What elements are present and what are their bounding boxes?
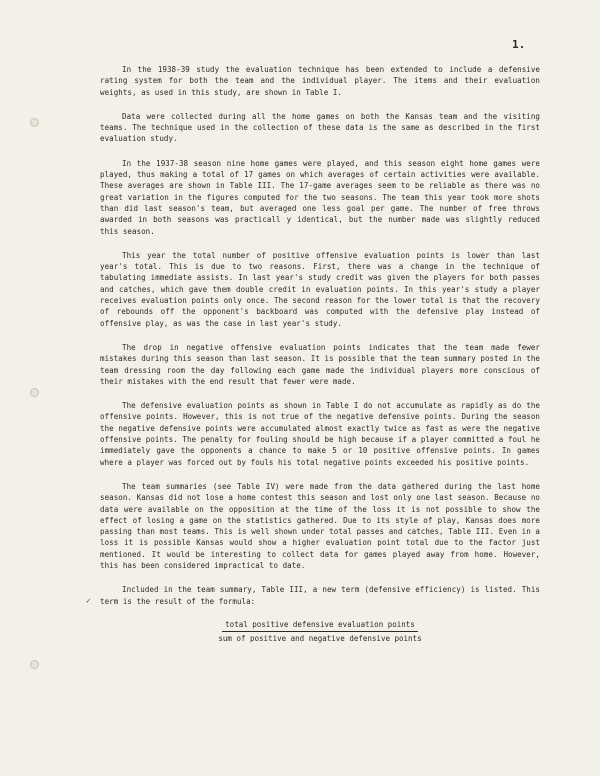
paragraph-intro: In the 1938-39 study the evaluation technique has been extended to include a defensive rating system for both the team and the individual player. The items and their evaluation weights, as used in this study, are shown in Table I. bbox=[100, 65, 540, 97]
paragraph-team-summaries: The team summaries (see Table IV) were made from the data gathered during the last home season. Kansas did not lose a home contest this season and lost only one last season. Because no data were available on the opposition at the time of the loss it is not possible to show the effect of losing a game on the statistics gathered. Due to its style of play, Kansas does more passing than most teams. This is well shown under total passes and catches, Table III. Even in a loss it is possible Kansas would show a higher evaluation point total due to the factor just mentioned. It would be interesting to collect data for games played away from home. However, this has been considered impractical to date. bbox=[100, 481, 540, 570]
formula-denominator: sum of positive and negative defensive points bbox=[218, 633, 422, 643]
paragraph-defensive-points: The defensive evaluation points as shown in Table I do not accumulate as rapidly as do the offensive points. However, this is not true of the negative defensive points. During the season the negative defensive points were accumulated almost exactly twice as fast as were the negative offensive points. The penalty for fouling should be high because if a player committed a foul he immediately gave the opponents a chance to make 5 or 10 positive offensive points. In games where a player was forced out by fouls his total negative points exceeded his positive points. bbox=[100, 401, 540, 467]
binder-hole-mark bbox=[30, 388, 39, 397]
paragraph-season-averages: In the 1937-38 season nine home games were played, and this season eight home games were played, thus making a total of 17 games on which averages of certain activities were available. These averages are shown in Table III. The 17-game averages seem to be reliable as there was no great variation in the figures computed for the two seasons. The team this year took more shots than did last season's team, but averaged one less goal per game. The number of free throws awarded in both seasons was practicall y identical, but the number made was slightly reduced this season. bbox=[100, 158, 540, 236]
paragraph-positive-offensive: This year the total number of positive offensive evaluation points is lower than last year's total. This is due to two reasons. First, there was a change in the technique of tabulating immediate assists. In last year's study credit was given the players for both passes and catches, which gave them double credit in evaluation points. In this year's study a player receives evaluation points only once. The second reason for the lower total is that the recovery of rebounds off the opponent's backboard was computed with the defensive play instead of offensive play, as was the case in last year's study. bbox=[100, 250, 540, 328]
binder-hole-mark bbox=[30, 660, 39, 669]
binder-hole-mark bbox=[30, 118, 39, 127]
paragraph-negative-offensive: The drop in negative offensive evaluation points indicates that the team made fewer mistakes during this season than last season. It is possible that the team summary posted in the team dressing room the day following each game made the individual players more conscious of their mistakes with the end result that fewer were made. bbox=[100, 342, 540, 386]
body-text bbox=[100, 64, 540, 643]
margin-check-mark: ✓ bbox=[86, 596, 91, 605]
formula-numerator: total positive defensive evaluation points bbox=[222, 620, 418, 632]
paragraph-data-collection: Data were collected during all the home games on both the Kansas team and the visiting teams. The technique used in the collection of these data is the same as described in the first evaluation study. bbox=[100, 111, 540, 144]
paragraph-defensive-efficiency: Included in the team summary, Table III, a new term (defensive efficiency) is listed. This term is the result of the formula: bbox=[100, 585, 540, 606]
defensive-efficiency-formula bbox=[100, 620, 540, 643]
page-number: 1. bbox=[512, 38, 526, 51]
